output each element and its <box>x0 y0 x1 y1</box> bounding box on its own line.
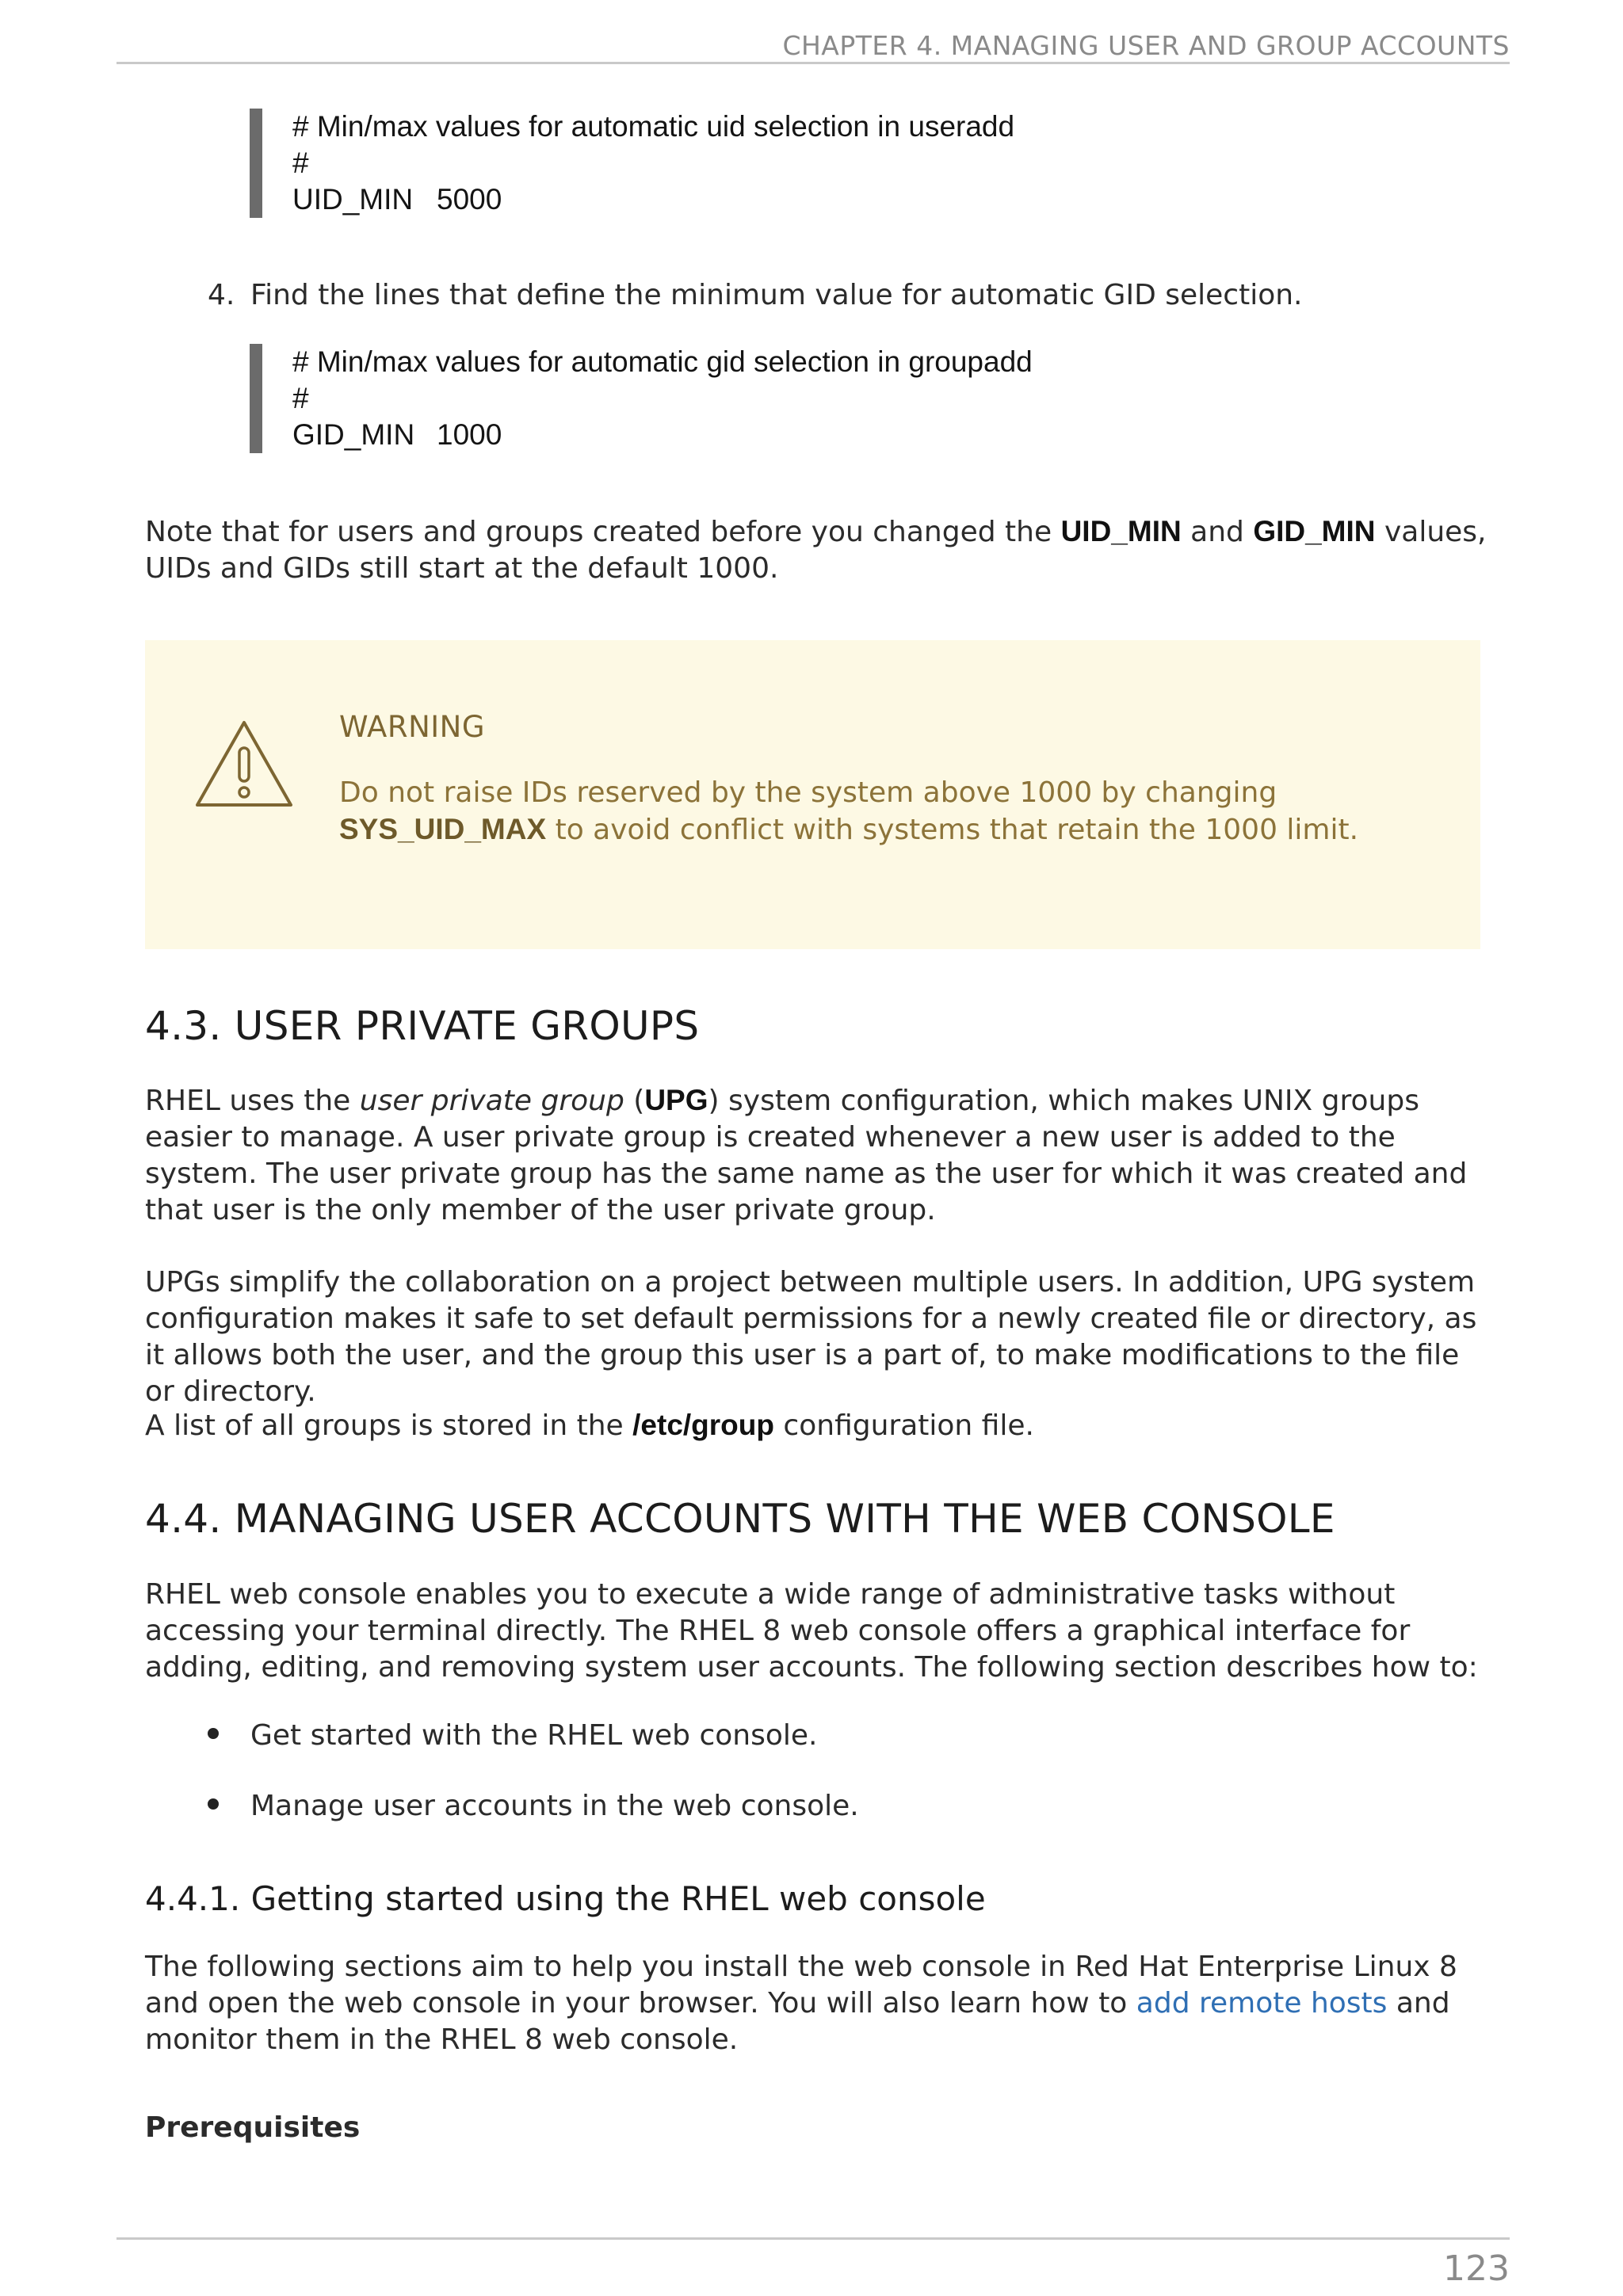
uid-min-code: UID_MIN <box>1060 515 1182 547</box>
code-block-uid <box>250 109 1014 218</box>
page-footer <box>116 2237 1510 2240</box>
warning-text-part: Do not raise IDs reserved by the system above 1000 by changing <box>339 776 1277 809</box>
note-text: values, UIDs and GIDs still start at the default 1000. <box>145 516 1487 585</box>
paragraph-web-console-intro: RHEL web console enables you to execute a wide range of administrative tasks without accessing your terminal directly. The RHEL 8 web console offers a graphical interface for adding, editing, and removing system user accounts. The following section describes how to: <box>145 1578 1478 1684</box>
add-remote-hosts-link[interactable]: add remote hosts <box>1136 1987 1388 2019</box>
warning-text <box>339 775 1449 849</box>
paragraph-getting-started <box>145 1949 1492 2058</box>
section-heading-4-3: 4.3. USER PRIVATE GROUPS <box>145 1003 700 1049</box>
running-title: CHAPTER 4. MANAGING USER AND GROUP ACCOUNTS <box>782 30 1510 61</box>
paragraph-upg-intro <box>145 1082 1492 1229</box>
paragraph-text: ) system configuration, which makes UNIX groups easier to manage. A user private group is created whenever a new user is added to the system. The user private group has the same name as the user for which it was created and that user is the only member of the user private group. <box>145 1085 1468 1226</box>
section-heading-4-4: 4.4. MANAGING USER ACCOUNTS WITH THE WEB CONSOLE <box>145 1496 1335 1542</box>
step-text: Find the lines that define the minimum value for automatic GID selection. <box>250 279 1303 311</box>
bullet-icon <box>208 1798 219 1810</box>
note-text: Note that for users and groups created before you changed the <box>145 516 1061 548</box>
list-step-4 <box>208 279 1302 311</box>
paragraph-text: RHEL uses the <box>145 1085 360 1117</box>
page-header <box>116 14 1510 64</box>
warning-title: WARNING <box>339 710 486 744</box>
paragraph-text: A list of all groups is stored in the <box>145 1409 633 1442</box>
paragraph-text: and monitor them in the RHEL 8 web console. <box>145 1987 1450 2056</box>
list-item-text: Manage user accounts in the web console. <box>250 1790 859 1822</box>
emphasis-term: user private group <box>359 1085 624 1117</box>
step-number: 4. <box>208 279 235 311</box>
paragraph-text: ( <box>624 1085 645 1117</box>
note-paragraph <box>145 513 1492 587</box>
gid-min-code: GID_MIN <box>1253 515 1376 547</box>
prerequisites-label: Prerequisites <box>145 2111 361 2144</box>
code-value: 5000 <box>437 183 502 215</box>
page-number: 123 <box>1443 2248 1510 2289</box>
code-comment: # Min/max values for automatic gid selection in groupadd <box>292 345 1033 378</box>
warning-triangle-icon <box>193 718 296 810</box>
code-key: UID_MIN <box>292 183 414 215</box>
section-heading-4-4-1: 4.4.1. Getting started using the RHEL web console <box>145 1879 986 1918</box>
warning-admonition <box>145 640 1480 949</box>
warning-text-part: to avoid conflict with systems that retain the 1000 limit. <box>546 814 1359 846</box>
list-item-text: Get started with the RHEL web console. <box>250 1719 818 1752</box>
code-comment: # <box>292 147 309 179</box>
code-key: GID_MIN <box>292 418 415 451</box>
paragraph-group-file <box>145 1407 1492 1444</box>
paragraph-text: configuration file. <box>773 1409 1034 1442</box>
paragraph-upg-collaboration: UPGs simplify the collaboration on a project between multiple users. In addition, UPG system configuration makes it safe to set default permissions for a newly created file or directory, as it allows both the user, and the group this user is a part of, to make modifications to the file or directory. <box>145 1266 1477 1408</box>
note-text: and <box>1181 516 1254 548</box>
list-item <box>208 1719 817 1752</box>
code-setting <box>292 417 1033 453</box>
code-comment: # <box>292 382 309 414</box>
code-block-gid <box>250 344 1033 453</box>
code-value: 1000 <box>437 418 502 451</box>
code-comment: # Min/max values for automatic uid selection in useradd <box>292 110 1015 143</box>
etc-group-code: /etc/group <box>632 1409 774 1441</box>
code-setting <box>292 181 1014 218</box>
list-item <box>208 1790 859 1822</box>
bullet-icon <box>208 1728 219 1739</box>
upg-code: UPG <box>644 1084 708 1116</box>
sys-uid-max-code: SYS_UID_MAX <box>339 813 547 845</box>
paragraph-text: The following sections aim to help you install the web console in Red Hat Enterprise Linux 8 and open the web console in your browser. You will also learn how to <box>145 1951 1457 2019</box>
